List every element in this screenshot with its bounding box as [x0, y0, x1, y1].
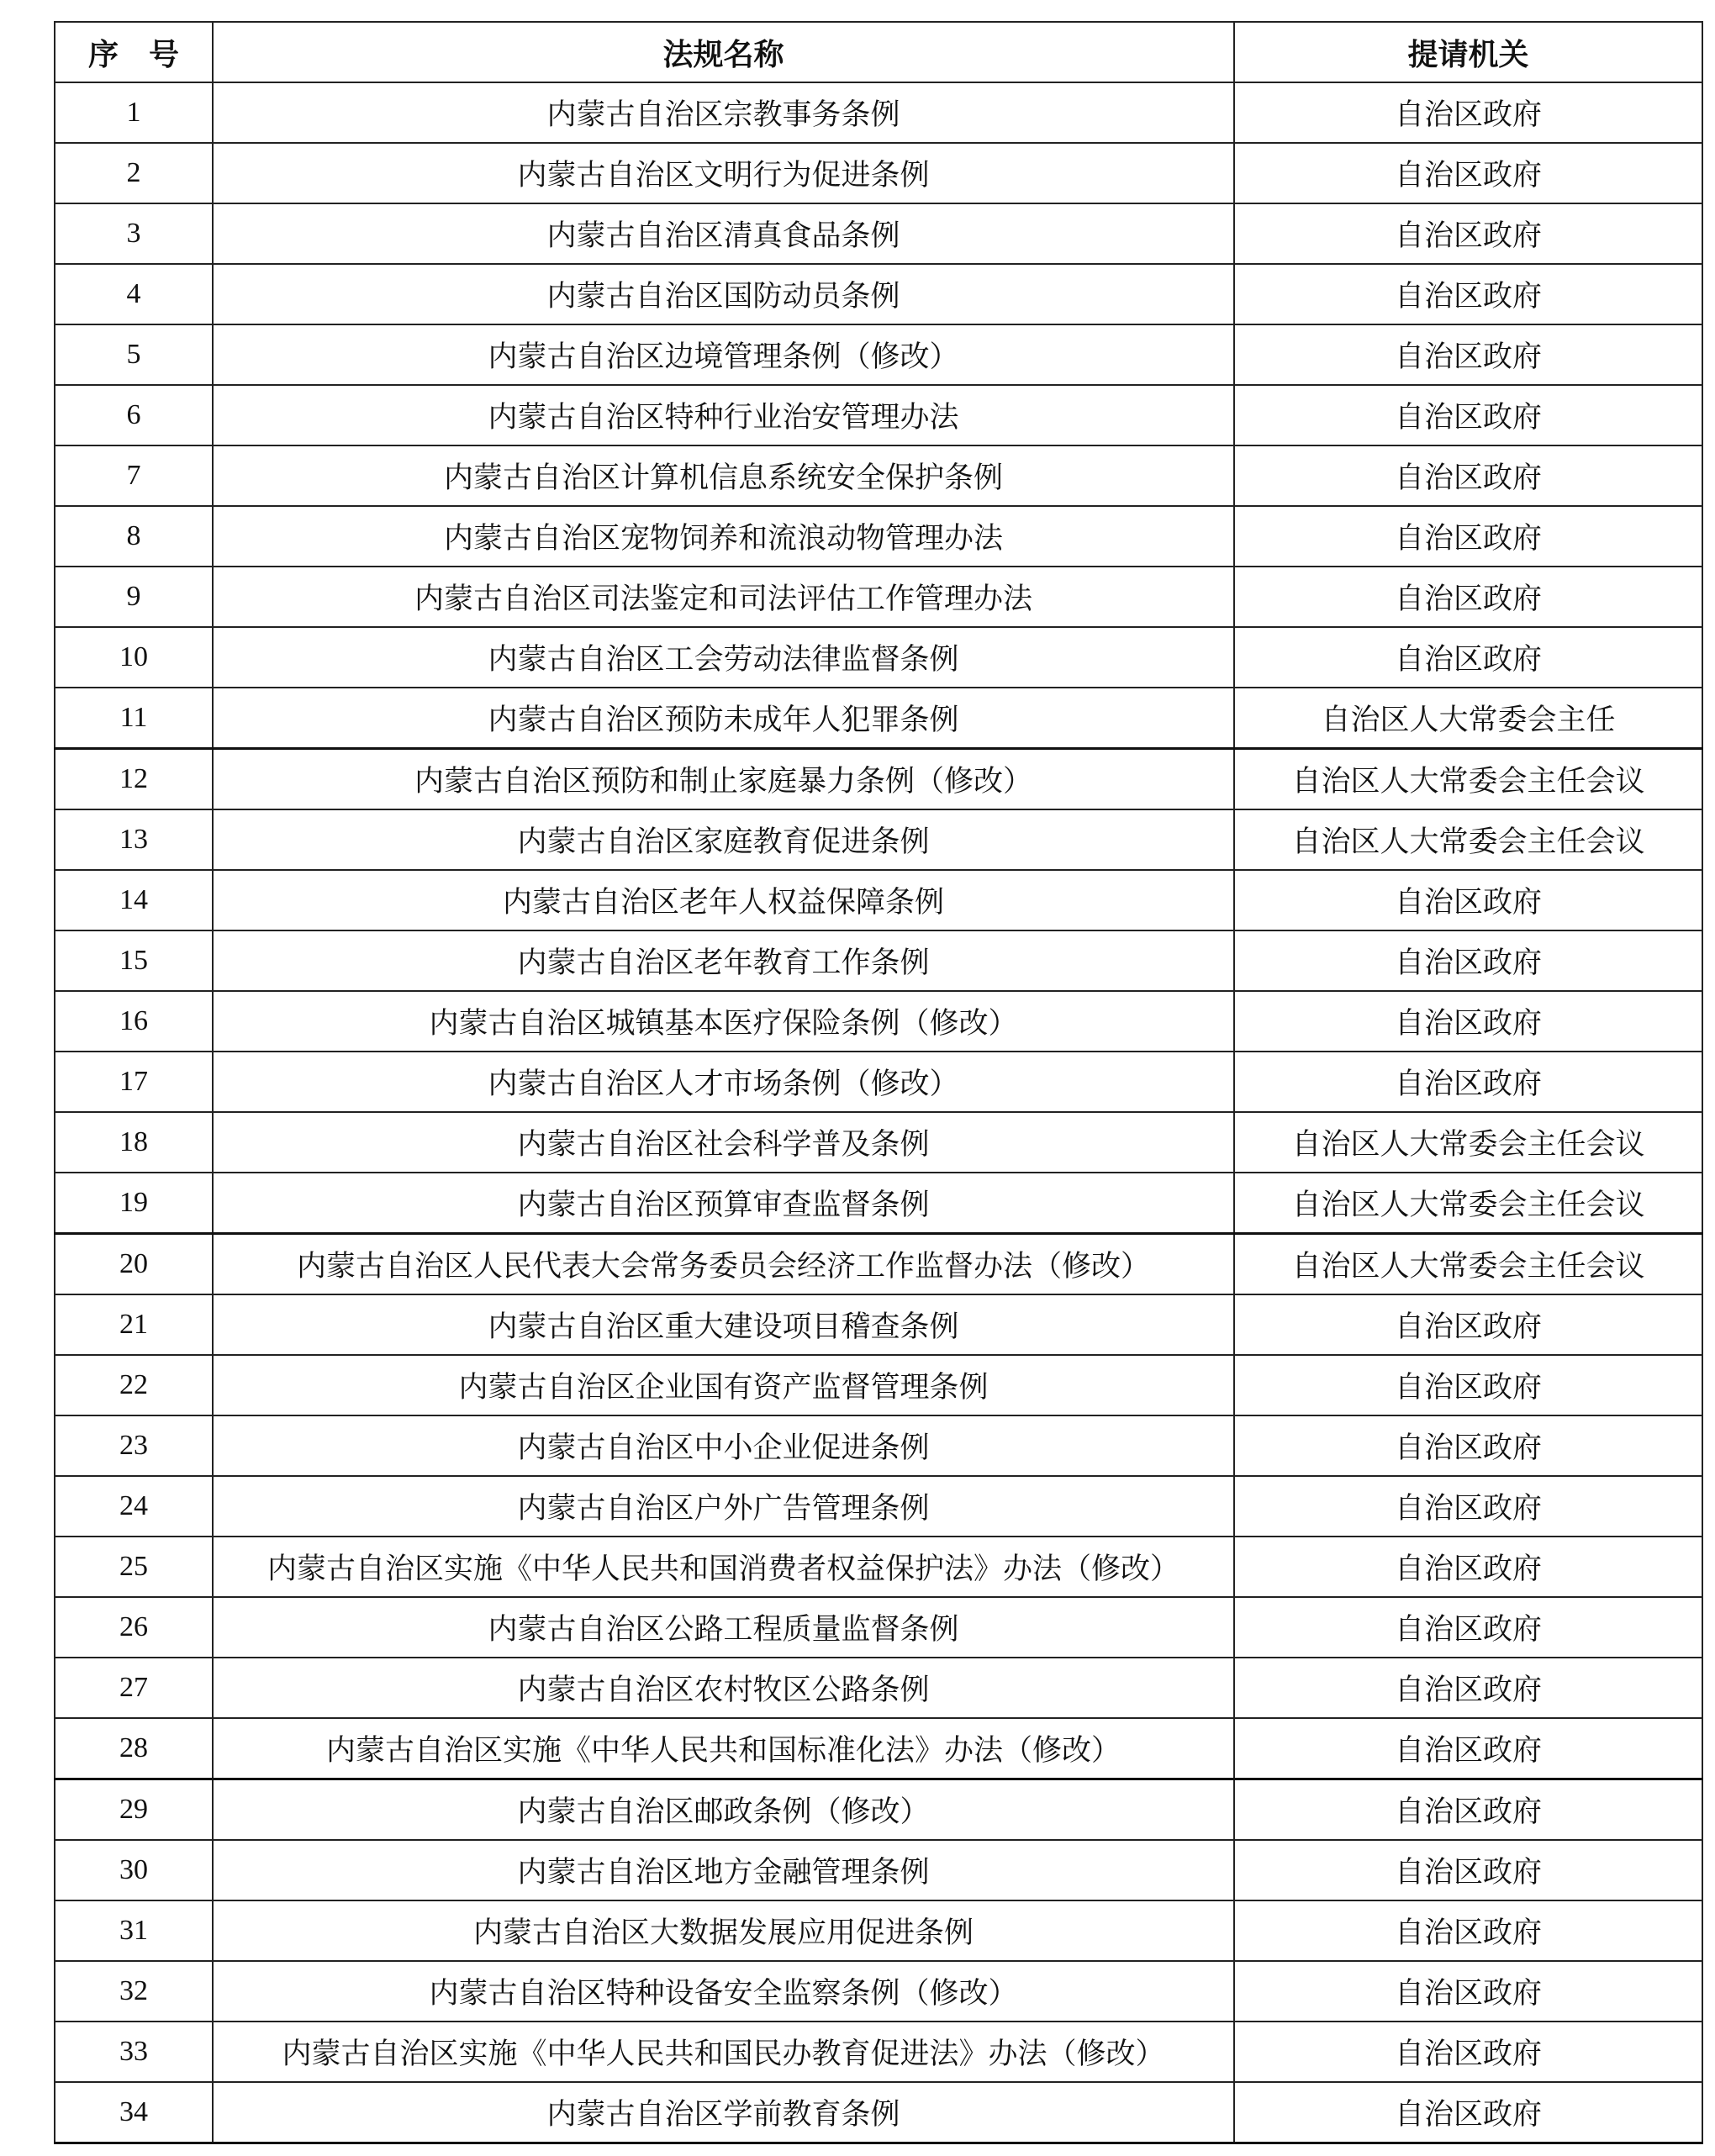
cell-serial-number: 32 [55, 1961, 213, 2022]
cell-regulation-name: 内蒙古自治区人民代表大会常务委员会经济工作监督办法（修改） [213, 1234, 1234, 1295]
cell-serial-number: 30 [55, 1840, 213, 1900]
cell-serial-number: 29 [55, 1779, 213, 1841]
cell-submitting-authority: 自治区人大常委会主任会议 [1234, 1234, 1702, 1295]
cell-submitting-authority: 自治区人大常委会主任会议 [1234, 749, 1702, 810]
table-header [55, 22, 1702, 82]
table-row [55, 930, 1702, 991]
cell-serial-number: 9 [55, 567, 213, 627]
table-row [55, 567, 1702, 627]
cell-submitting-authority: 自治区政府 [1234, 264, 1702, 324]
header-submitting-authority: 提请机关 [1234, 22, 1702, 82]
cell-serial-number: 1 [55, 82, 213, 143]
cell-serial-number: 12 [55, 749, 213, 810]
cell-regulation-name: 内蒙古自治区老年人权益保障条例 [213, 870, 1234, 930]
cell-regulation-name: 内蒙古自治区边境管理条例（修改） [213, 324, 1234, 385]
cell-serial-number: 33 [55, 2022, 213, 2082]
table-row [55, 506, 1702, 567]
cell-submitting-authority: 自治区政府 [1234, 324, 1702, 385]
cell-serial-number: 5 [55, 324, 213, 385]
cell-regulation-name: 内蒙古自治区清真食品条例 [213, 203, 1234, 264]
cell-regulation-name: 内蒙古自治区邮政条例（修改） [213, 1779, 1234, 1841]
cell-serial-number: 8 [55, 506, 213, 567]
cell-serial-number: 28 [55, 1718, 213, 1779]
cell-regulation-name: 内蒙古自治区大数据发展应用促进条例 [213, 1900, 1234, 1961]
table-row [55, 385, 1702, 445]
table-row [55, 324, 1702, 385]
table-row [55, 143, 1702, 203]
cell-regulation-name: 内蒙古自治区特种行业治安管理办法 [213, 385, 1234, 445]
table-row [55, 1355, 1702, 1415]
document-page [54, 21, 1702, 2144]
cell-submitting-authority: 自治区政府 [1234, 1840, 1702, 1900]
table-row [55, 1476, 1702, 1537]
cell-submitting-authority: 自治区政府 [1234, 1779, 1702, 1841]
table-row [55, 1112, 1702, 1173]
cell-submitting-authority: 自治区政府 [1234, 1961, 1702, 2022]
cell-submitting-authority: 自治区政府 [1234, 627, 1702, 688]
cell-submitting-authority: 自治区政府 [1234, 1052, 1702, 1112]
cell-submitting-authority: 自治区政府 [1234, 1476, 1702, 1537]
cell-serial-number: 31 [55, 1900, 213, 1961]
table-row [55, 203, 1702, 264]
table-row [55, 809, 1702, 870]
cell-serial-number: 17 [55, 1052, 213, 1112]
cell-regulation-name: 内蒙古自治区家庭教育促进条例 [213, 809, 1234, 870]
cell-serial-number: 2 [55, 143, 213, 203]
table-row [55, 445, 1702, 506]
cell-serial-number: 21 [55, 1294, 213, 1355]
cell-regulation-name: 内蒙古自治区人才市场条例（修改） [213, 1052, 1234, 1112]
cell-submitting-authority: 自治区政府 [1234, 1597, 1702, 1658]
cell-regulation-name: 内蒙古自治区文明行为促进条例 [213, 143, 1234, 203]
header-serial-number: 序 号 [55, 22, 213, 82]
table-row [55, 749, 1702, 810]
cell-regulation-name: 内蒙古自治区中小企业促进条例 [213, 1415, 1234, 1476]
table-row [55, 264, 1702, 324]
table-row [55, 1900, 1702, 1961]
cell-submitting-authority: 自治区政府 [1234, 385, 1702, 445]
cell-serial-number: 10 [55, 627, 213, 688]
cell-regulation-name: 内蒙古自治区重大建设项目稽查条例 [213, 1294, 1234, 1355]
cell-regulation-name: 内蒙古自治区老年教育工作条例 [213, 930, 1234, 991]
cell-regulation-name: 内蒙古自治区实施《中华人民共和国民办教育促进法》办法（修改） [213, 2022, 1234, 2082]
cell-regulation-name: 内蒙古自治区预防和制止家庭暴力条例（修改） [213, 749, 1234, 810]
table-row [55, 2082, 1702, 2143]
cell-regulation-name: 内蒙古自治区司法鉴定和司法评估工作管理办法 [213, 567, 1234, 627]
cell-serial-number: 24 [55, 1476, 213, 1537]
cell-serial-number: 6 [55, 385, 213, 445]
cell-regulation-name: 内蒙古自治区工会劳动法律监督条例 [213, 627, 1234, 688]
header-regulation-name: 法规名称 [213, 22, 1234, 82]
table-row [55, 688, 1702, 749]
table-row [55, 870, 1702, 930]
cell-serial-number: 26 [55, 1597, 213, 1658]
cell-submitting-authority: 自治区政府 [1234, 567, 1702, 627]
cell-serial-number: 16 [55, 991, 213, 1052]
cell-submitting-authority: 自治区政府 [1234, 506, 1702, 567]
table-row [55, 1597, 1702, 1658]
cell-regulation-name: 内蒙古自治区特种设备安全监察条例（修改） [213, 1961, 1234, 2022]
cell-regulation-name: 内蒙古自治区学前教育条例 [213, 2082, 1234, 2143]
cell-serial-number: 22 [55, 1355, 213, 1415]
cell-submitting-authority: 自治区人大常委会主任会议 [1234, 809, 1702, 870]
cell-serial-number: 27 [55, 1658, 213, 1718]
table-row [55, 1234, 1702, 1295]
cell-submitting-authority: 自治区政府 [1234, 870, 1702, 930]
cell-submitting-authority: 自治区政府 [1234, 203, 1702, 264]
cell-serial-number: 13 [55, 809, 213, 870]
cell-submitting-authority: 自治区政府 [1234, 143, 1702, 203]
cell-submitting-authority: 自治区政府 [1234, 82, 1702, 143]
table-row [55, 1840, 1702, 1900]
cell-submitting-authority: 自治区人大常委会主任会议 [1234, 1112, 1702, 1173]
cell-regulation-name: 内蒙古自治区城镇基本医疗保险条例（修改） [213, 991, 1234, 1052]
cell-submitting-authority: 自治区政府 [1234, 930, 1702, 991]
cell-submitting-authority: 自治区政府 [1234, 2022, 1702, 2082]
cell-serial-number: 3 [55, 203, 213, 264]
cell-regulation-name: 内蒙古自治区公路工程质量监督条例 [213, 1597, 1234, 1658]
cell-serial-number: 19 [55, 1173, 213, 1234]
cell-regulation-name: 内蒙古自治区农村牧区公路条例 [213, 1658, 1234, 1718]
table-row [55, 991, 1702, 1052]
cell-regulation-name: 内蒙古自治区户外广告管理条例 [213, 1476, 1234, 1537]
table-row [55, 1052, 1702, 1112]
cell-serial-number: 11 [55, 688, 213, 749]
table-row [55, 627, 1702, 688]
cell-submitting-authority: 自治区政府 [1234, 1658, 1702, 1718]
cell-regulation-name: 内蒙古自治区预算审查监督条例 [213, 1173, 1234, 1234]
table-row [55, 1779, 1702, 1841]
cell-serial-number: 25 [55, 1537, 213, 1597]
cell-submitting-authority: 自治区政府 [1234, 1355, 1702, 1415]
cell-submitting-authority: 自治区政府 [1234, 1900, 1702, 1961]
cell-regulation-name: 内蒙古自治区企业国有资产监督管理条例 [213, 1355, 1234, 1415]
cell-regulation-name: 内蒙古自治区实施《中华人民共和国消费者权益保护法》办法（修改） [213, 1537, 1234, 1597]
cell-submitting-authority: 自治区人大常委会主任会议 [1234, 1173, 1702, 1234]
cell-submitting-authority: 自治区政府 [1234, 1294, 1702, 1355]
cell-regulation-name: 内蒙古自治区国防动员条例 [213, 264, 1234, 324]
cell-regulation-name: 内蒙古自治区宗教事务条例 [213, 82, 1234, 143]
cell-regulation-name: 内蒙古自治区预防未成年人犯罪条例 [213, 688, 1234, 749]
cell-submitting-authority: 自治区政府 [1234, 1415, 1702, 1476]
table-row [55, 1718, 1702, 1779]
cell-submitting-authority: 自治区政府 [1234, 991, 1702, 1052]
table-body [55, 82, 1702, 2143]
table-row [55, 1294, 1702, 1355]
table-row [55, 1658, 1702, 1718]
table-row [55, 1537, 1702, 1597]
cell-serial-number: 14 [55, 870, 213, 930]
cell-serial-number: 18 [55, 1112, 213, 1173]
cell-submitting-authority: 自治区人大常委会主任 [1234, 688, 1702, 749]
cell-regulation-name: 内蒙古自治区地方金融管理条例 [213, 1840, 1234, 1900]
cell-submitting-authority: 自治区政府 [1234, 1718, 1702, 1779]
cell-serial-number: 4 [55, 264, 213, 324]
cell-regulation-name: 内蒙古自治区实施《中华人民共和国标准化法》办法（修改） [213, 1718, 1234, 1779]
table-row [55, 1415, 1702, 1476]
cell-regulation-name: 内蒙古自治区社会科学普及条例 [213, 1112, 1234, 1173]
cell-submitting-authority: 自治区政府 [1234, 1537, 1702, 1597]
cell-submitting-authority: 自治区政府 [1234, 2082, 1702, 2143]
table-row [55, 2022, 1702, 2082]
legislation-table [54, 21, 1703, 2144]
table-row [55, 82, 1702, 143]
table-row [55, 1173, 1702, 1234]
cell-serial-number: 15 [55, 930, 213, 991]
table-row [55, 1961, 1702, 2022]
cell-serial-number: 34 [55, 2082, 213, 2143]
cell-serial-number: 7 [55, 445, 213, 506]
cell-submitting-authority: 自治区政府 [1234, 445, 1702, 506]
cell-regulation-name: 内蒙古自治区宠物饲养和流浪动物管理办法 [213, 506, 1234, 567]
header-row [55, 22, 1702, 82]
cell-regulation-name: 内蒙古自治区计算机信息系统安全保护条例 [213, 445, 1234, 506]
cell-serial-number: 20 [55, 1234, 213, 1295]
cell-serial-number: 23 [55, 1415, 213, 1476]
